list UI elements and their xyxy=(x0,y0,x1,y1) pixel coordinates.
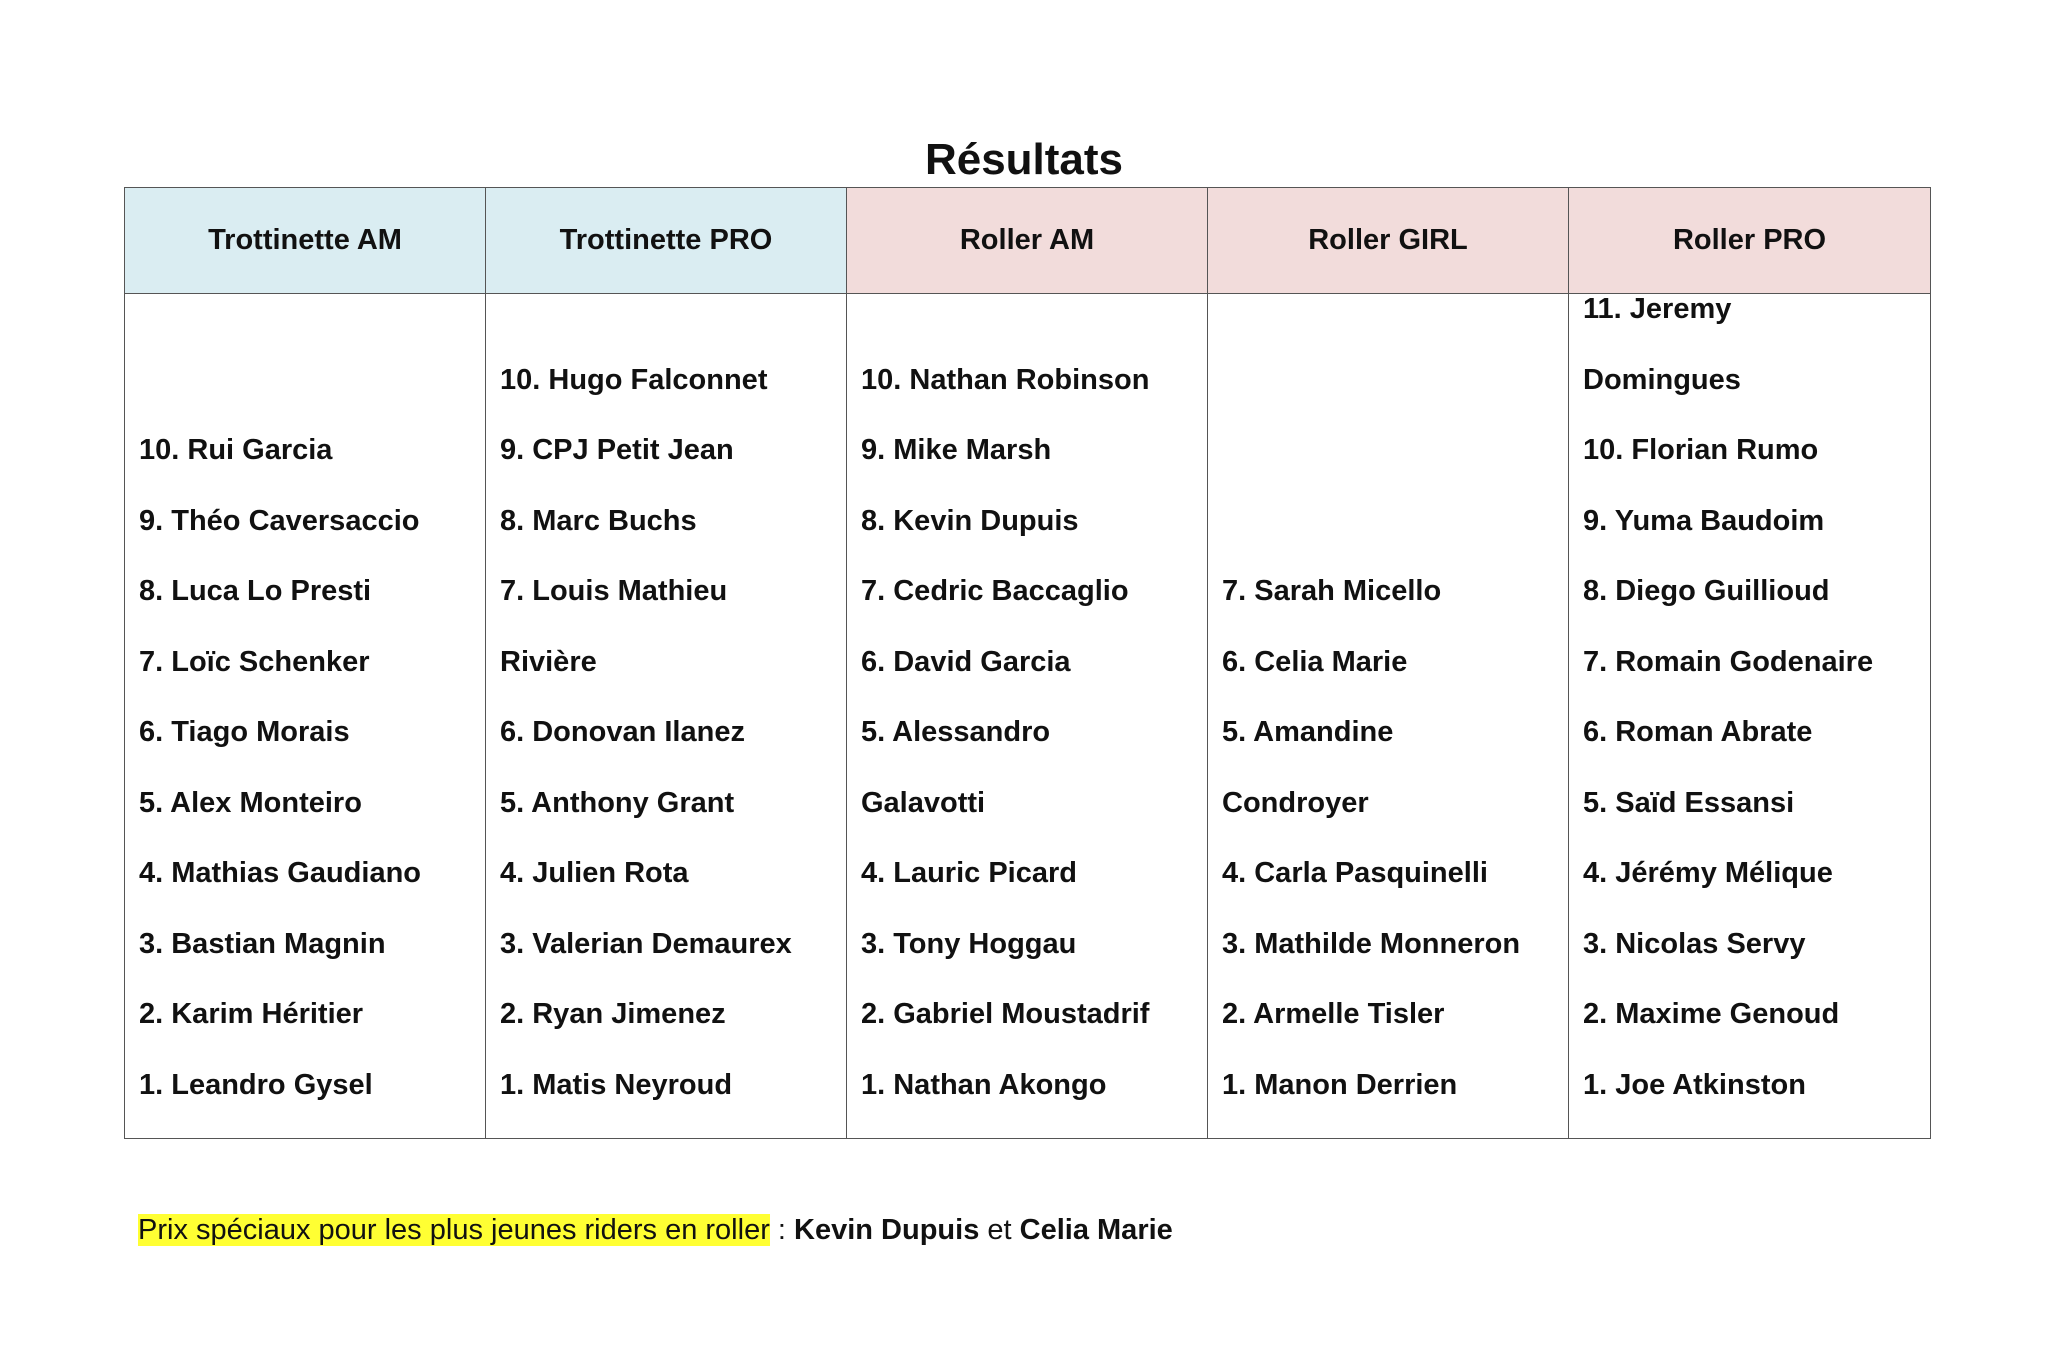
ranking-entry: 8. Kevin Dupuis xyxy=(861,504,1079,537)
ranking-entry: 6. Celia Marie xyxy=(1222,645,1408,678)
ranking-entry: 5. Saïd Essansi xyxy=(1583,786,1795,819)
column-roller-girl xyxy=(1208,294,1569,1139)
column-trottinette-pro xyxy=(486,294,847,1139)
header-roller-girl: Roller GIRL xyxy=(1208,188,1569,294)
ranking-entry: 9. CPJ Petit Jean xyxy=(500,434,734,466)
header-trottinette-pro: Trottinette PRO xyxy=(486,188,847,294)
ranking-entry: 3. Bastian Magnin xyxy=(139,927,386,960)
ranking-entry: 2. Ryan Jimenez xyxy=(500,998,726,1030)
column-roller-am xyxy=(847,294,1208,1139)
ranking-entry: 10. Nathan Robinson xyxy=(861,363,1150,396)
column-roller-pro xyxy=(1569,294,1931,1139)
winner-name-1: Kevin Dupuis xyxy=(794,1214,980,1246)
ranking-entry: 8. Luca Lo Presti xyxy=(139,575,372,607)
note-separator: : xyxy=(769,1214,795,1246)
ranking-entry: 6. Tiago Morais xyxy=(139,716,350,748)
ranking-entry: 7. Loïc Schenker xyxy=(139,645,370,678)
ranking-entry: 1. Leandro Gysel xyxy=(139,1068,373,1101)
results-table xyxy=(124,187,1931,1139)
column-trottinette-am xyxy=(125,294,486,1139)
ranking-entry: 7. Cedric Baccaglio xyxy=(861,575,1129,607)
ranking-entry: Rivière xyxy=(500,645,597,678)
ranking-list-trottinette-am xyxy=(139,415,479,1120)
ranking-list-roller-pro xyxy=(1583,274,1924,1120)
ranking-entry: 8. Marc Buchs xyxy=(500,504,697,537)
ranking-entry: Domingues xyxy=(1583,363,1741,396)
ranking-entry: 4. Carla Pasquinelli xyxy=(1222,857,1488,889)
ranking-entry: 5. Alex Monteiro xyxy=(139,786,362,819)
ranking-entry: 4. Mathias Gaudiano xyxy=(139,857,421,889)
ranking-entry: 7. Sarah Micello xyxy=(1222,575,1442,607)
ranking-entry: 6. Donovan Ilanez xyxy=(500,716,745,748)
ranking-entry: 10. Rui Garcia xyxy=(139,434,333,466)
note-conjunction: et xyxy=(979,1214,1020,1246)
ranking-entry: Condroyer xyxy=(1222,786,1369,819)
ranking-entry: 7. Romain Godenaire xyxy=(1583,645,1874,678)
ranking-entry: 1. Nathan Akongo xyxy=(861,1068,1107,1101)
page-title: Résultats xyxy=(924,135,1124,184)
winner-name-2: Celia Marie xyxy=(1019,1214,1173,1246)
ranking-entry: 2. Karim Héritier xyxy=(139,998,364,1030)
ranking-entry: 8. Diego Guillioud xyxy=(1583,575,1830,607)
ranking-entry: 3. Nicolas Servy xyxy=(1583,927,1806,960)
results-row xyxy=(125,294,1931,1139)
ranking-entry: 11. Jeremy xyxy=(1583,293,1732,325)
ranking-entry: 5. Amandine xyxy=(1222,716,1394,748)
ranking-entry: 3. Valerian Demaurex xyxy=(500,927,792,960)
ranking-list-roller-girl xyxy=(1222,556,1562,1120)
ranking-entry: 10. Florian Rumo xyxy=(1583,434,1819,466)
ranking-entry: 7. Louis Mathieu xyxy=(500,575,728,607)
special-prize-note xyxy=(138,1210,1173,1250)
ranking-entry: 4. Jérémy Mélique xyxy=(1583,857,1833,889)
header-roller-pro: Roller PRO xyxy=(1569,188,1931,294)
ranking-entry: 1. Manon Derrien xyxy=(1222,1068,1458,1101)
ranking-entry: Galavotti xyxy=(861,786,986,819)
ranking-entry: 1. Joe Atkinston xyxy=(1583,1068,1806,1101)
ranking-entry: 9. Yuma Baudoim xyxy=(1583,504,1825,537)
ranking-entry: 9. Mike Marsh xyxy=(861,434,1052,466)
ranking-list-roller-am xyxy=(861,345,1201,1121)
ranking-entry: 6. David Garcia xyxy=(861,645,1071,678)
ranking-list-trottinette-pro xyxy=(500,345,840,1121)
ranking-entry: 3. Mathilde Monneron xyxy=(1222,927,1521,960)
special-prize-label: Prix spéciaux pour les plus jeunes riders en roller xyxy=(138,1214,770,1246)
ranking-entry: 4. Lauric Picard xyxy=(861,857,1077,889)
header-roller-am: Roller AM xyxy=(847,188,1208,294)
ranking-entry: 9. Théo Caversaccio xyxy=(139,504,420,537)
ranking-entry: 5. Anthony Grant xyxy=(500,786,735,819)
ranking-entry: 1. Matis Neyroud xyxy=(500,1068,733,1101)
ranking-entry: 10. Hugo Falconnet xyxy=(500,363,768,396)
ranking-entry: 2. Gabriel Moustadrif xyxy=(861,998,1150,1030)
header-trottinette-am: Trottinette AM xyxy=(125,188,486,294)
ranking-entry: 6. Roman Abrate xyxy=(1583,716,1813,748)
ranking-entry: 4. Julien Rota xyxy=(500,857,689,889)
ranking-entry: 5. Alessandro xyxy=(861,716,1051,748)
ranking-entry: 2. Maxime Genoud xyxy=(1583,998,1840,1030)
ranking-entry: 2. Armelle Tisler xyxy=(1222,998,1445,1030)
ranking-entry: 3. Tony Hoggau xyxy=(861,927,1077,960)
